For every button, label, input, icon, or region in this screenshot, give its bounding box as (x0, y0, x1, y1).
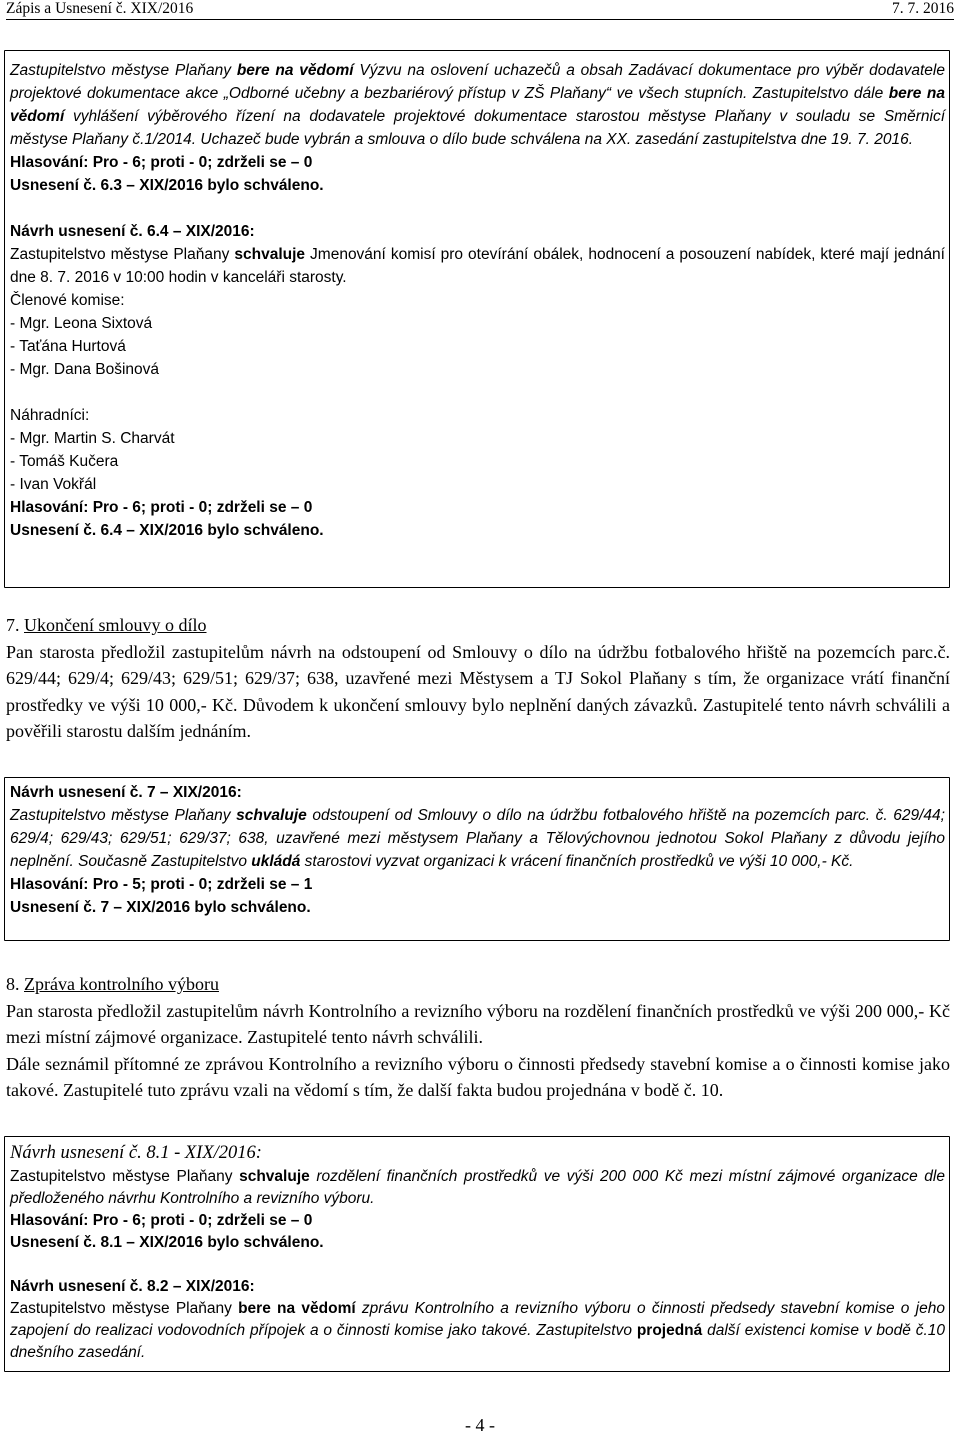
vote-line: Hlasování: Pro - 6; proti - 0; zdrželi se – 0 (10, 499, 313, 516)
resolution-box-6 (4, 50, 950, 588)
member-item: - Mgr. Dana Bošinová (10, 361, 160, 378)
text: Zastupitelstvo městyse Plaňany (10, 1168, 240, 1185)
header-date: 7. 7. 2016 (892, 0, 954, 17)
text: odstoupení od Smlouvy o dílo na údržbu fotbalového hřiště na pozemcích parc. č. 629/44; 629/4; 629/43; 629/51; 629/37; 638, uzavřené mezi městysem Plaňany a Tělovýchovnou jednotou Sokol Plaňany z důvodu jejího neplnění. Současně Zastupitelstvo (10, 807, 945, 870)
resolution-box-7 (4, 777, 950, 941)
section-text: Dále seznámil přítomné ze zprávou Kontrolního a revizního výboru o činnosti předsedy stavební komise a o činnosti komise jako takové. Zastupitelé tuto zprávu vzali na vědomí s tím, že další fakta budou projednána v bodě č. 10. (6, 1053, 950, 1100)
paragraph-6-3 (10, 54, 949, 151)
bold-text: schvaluje (239, 1168, 310, 1185)
substitute-item: - Tomáš Kučera (10, 453, 119, 470)
bold-text: bere na vědomí (236, 62, 354, 79)
section-heading (6, 612, 950, 639)
text: Jmenování komisí pro otevírání obálek, hodnocení a posouzení nabídek, které mají jednání dne 8. 7. 2016 v 10:00 hodin v kanceláři starosty. (10, 246, 945, 286)
bold-text: bere na vědomí (238, 1300, 356, 1317)
paragraph-6-4 (10, 243, 949, 289)
bold-text: projedná (636, 1322, 703, 1339)
bold-text: bere na vědomí (10, 85, 945, 125)
vote-line: Hlasování: Pro - 6; proti - 0; zdrželi se – 0 (10, 1212, 313, 1229)
bold-text: ukládá (251, 853, 301, 870)
section-title: Ukončení smlouvy o dílo (24, 615, 207, 635)
text: rozdělení finančních prostředků ve výši 200 000 Kč mezi místní zájmové organizace dle předloženého návrhu Kontrolního a revizního výboru. (10, 1168, 945, 1207)
resolution-text (10, 804, 949, 873)
members-label: Členové komise: (10, 292, 125, 309)
section-number: 8. (6, 974, 24, 994)
text: Zastupitelstvo městyse Plaňany (10, 62, 237, 79)
text: Zastupitelstvo městyse Plaňany (10, 246, 235, 263)
resolution-title: Návrh usnesení č. 7 – XIX/2016: (10, 784, 242, 801)
substitute-item: - Mgr. Martin S. Charvát (10, 430, 175, 447)
member-item: - Mgr. Leona Sixtová (10, 315, 153, 332)
member-item: - Taťána Hurtová (10, 338, 126, 355)
resolution-result: Usnesení č. 7 – XIX/2016 bylo schváleno. (10, 899, 311, 916)
text: starostovi vyzvat organizaci k vrácení finančních prostředků ve výši 10 000,- Kč. (300, 853, 854, 870)
resolution-result: Usnesení č. 8.1 – XIX/2016 bylo schváleno. (10, 1234, 324, 1251)
section-number: 7. (6, 615, 24, 635)
resolution-result: Usnesení č. 6.3 – XIX/2016 bylo schváleno. (10, 177, 324, 194)
resolution-result: Usnesení č. 6.4 – XIX/2016 bylo schváleno. (10, 522, 324, 539)
resolution-title: Návrh usnesení č. 8.1 - XIX/2016: (10, 1143, 262, 1163)
vote-line: Hlasování: Pro - 6; proti - 0; zdrželi se – 0 (10, 154, 313, 171)
section-text: Pan starosta předložil zastupitelům návrh na odstoupení od Smlouvy o dílo na údržbu fotbalového hřiště na pozemcích parc.č. 629/44; 629/4; 629/43; 629/51; 629/37; 638, uzavřené mezi Městysem a TJ Sokol Plaňany s tím, že organizace vrátí finanční prostředky ve výši 10 000,- Kč. Důvodem k ukončení smlouvy bylo neplnění daných závazků. Zastupitelé tento návrh schválili a pověřili starostu dalším jednáním. (6, 641, 950, 741)
section-text: Pan starosta předložil zastupitelům návrh Kontrolního a revizního výboru na rozdělení finančních prostředků ve výši 200 000,- Kč mezi místní zájmové organizace. Zastupitelé tento návrh schválili. (6, 1000, 950, 1047)
substitutes-label: Náhradníci: (10, 407, 90, 424)
text: Výzvu na oslovení uchazečů a obsah Zadávací dokumentace pro výběr dodavatele projektové dokumentace akce „Odborné učebny a bezbariérový přístup v ZŠ Plaňany“ ve všech stupních. Zastupitelstvo dále (10, 62, 945, 102)
resolution-text (10, 1298, 949, 1364)
section-8 (6, 971, 950, 1104)
section-title: Zpráva kontrolního výboru (24, 974, 219, 994)
text: zprávu Kontrolního a revizního výboru o činnosti předsedy stavební komise o jeho zapojení do realizaci vodovodních přípojek a o činnosti komise jako takové. Zastupitelstvo (10, 1300, 945, 1339)
page-header (6, 0, 954, 20)
resolution-title: Návrh usnesení č. 6.4 – XIX/2016: (10, 223, 255, 240)
page-number: - 4 - (465, 1415, 495, 1435)
resolution-box-8 (4, 1136, 950, 1372)
header-title: Zápis a Usnesení č. XIX/2016 (6, 0, 194, 17)
section-heading (6, 971, 950, 998)
bold-text: schvaluje (234, 246, 306, 263)
text: další existenci komise v bodě č.10 dnešního zasedání. (10, 1322, 946, 1361)
resolution-text (10, 1166, 949, 1210)
section-7 (6, 612, 950, 745)
bold-text: schvaluje (236, 807, 307, 824)
text: Zastupitelstvo městyse Plaňany (10, 1300, 239, 1317)
resolution-title: Návrh usnesení č. 8.2 – XIX/2016: (10, 1278, 255, 1295)
vote-line: Hlasování: Pro - 5; proti - 0; zdrželi se – 1 (10, 876, 313, 893)
text: vyhlášení výběrového řízení na dodavatele projektové dokumentace starostou městyse Plaňany v souladu se Směrnicí městyse Plaňany č.1/2014. Uchazeč bude vybrán a smlouva o dílo bude schválena na XX. zasedání zastupitelstva dne 19. 7. 2016. (10, 108, 945, 148)
substitute-item: - Ivan Vokřál (10, 476, 97, 493)
text: Zastupitelstvo městyse Plaňany (10, 807, 237, 824)
